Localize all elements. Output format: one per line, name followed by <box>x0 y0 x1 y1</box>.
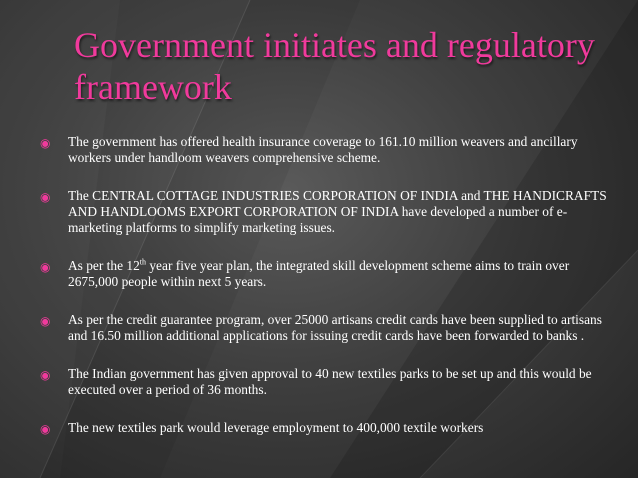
bullet-item <box>40 366 610 398</box>
bullet-circle-icon: ◉ <box>40 368 51 382</box>
bullet-circle-icon: ◉ <box>40 314 51 328</box>
slide-title: Government initiates and regulatory framework <box>74 25 595 107</box>
bullet-text-part: year five year plan, the integrated skill development scheme aims to train over 2675,000 people within next 5 years. <box>68 258 570 289</box>
bullet-list <box>40 134 610 458</box>
bullet-item <box>40 258 610 290</box>
bullet-text <box>68 258 569 289</box>
bullet-text: The Indian government has given approval to 40 new textiles parks to be set up and this would be executed over a period of 36 months. <box>68 366 592 397</box>
bullet-item <box>40 134 610 166</box>
bullet-circle-icon: ◉ <box>40 422 51 436</box>
bullet-circle-icon: ◉ <box>40 136 51 150</box>
bullet-text-part: As per the 12 <box>68 258 140 273</box>
bullet-item <box>40 188 610 236</box>
bullet-item <box>40 420 610 436</box>
bullet-text: The CENTRAL COTTAGE INDUSTRIES CORPORATION OF INDIA and THE HANDICRAFTS AND HANDLOOMS EXPORT CORPORATION OF INDIA have developed a number of e- marketing platforms to simplify marketing issues. <box>68 188 607 235</box>
bullet-text: The new textiles park would leverage employment to 400,000 textile workers <box>68 420 484 435</box>
bullet-text: The government has offered health insurance coverage to 161.10 million weavers and ancillary workers under handloom weavers comprehensive scheme. <box>68 134 578 165</box>
bullet-text: As per the credit guarantee program, over 25000 artisans credit cards have been supplied to artisans and 16.50 million additional applications for issuing credit cards have been forwarded to banks . <box>68 312 602 343</box>
bullet-item <box>40 312 610 344</box>
ordinal-superscript: th <box>139 257 147 267</box>
bullet-circle-icon: ◉ <box>40 190 51 204</box>
bullet-circle-icon: ◉ <box>40 260 51 274</box>
